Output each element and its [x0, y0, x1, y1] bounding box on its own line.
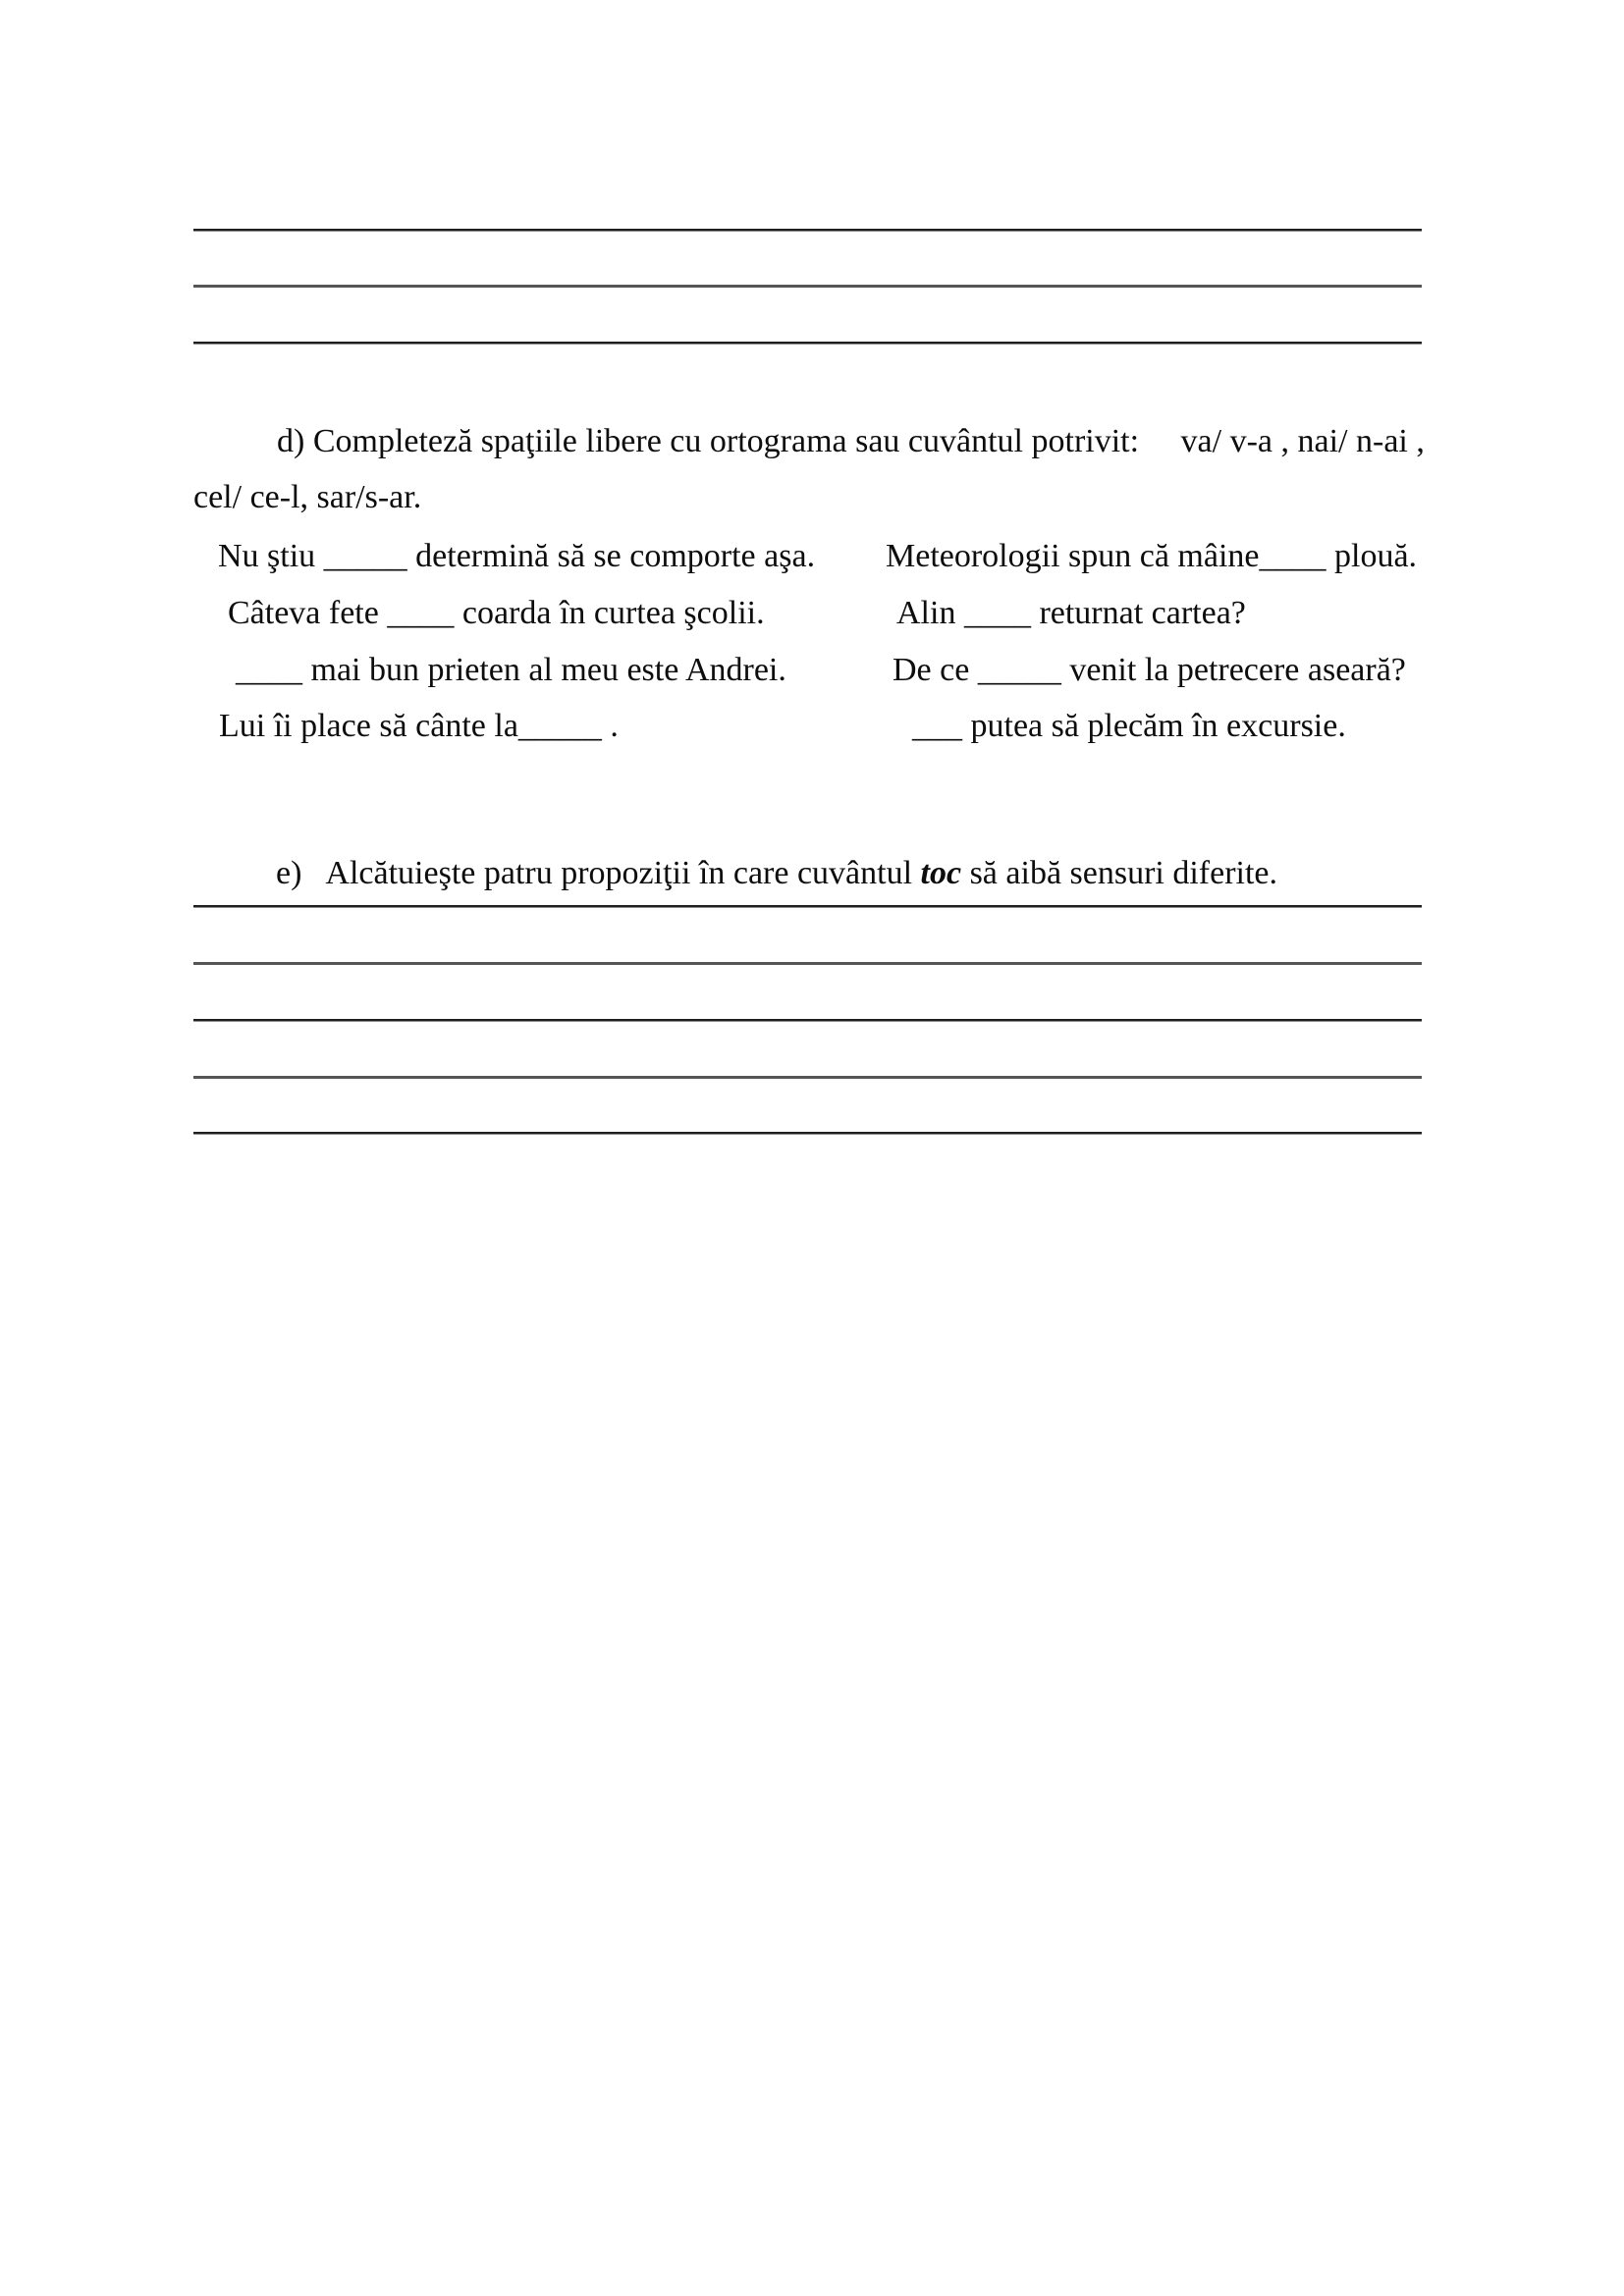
writing-line [193, 229, 1422, 232]
fill-row-1-right: Meteorologii spun că mâine____ plouă. [886, 538, 1418, 574]
writing-line [193, 962, 1422, 965]
fill-row-4-right: ___ putea să plecăm în excursie. [912, 708, 1346, 744]
writing-line [193, 1132, 1422, 1135]
fill-row-2-right: Alin ____ returnat cartea? [896, 595, 1246, 631]
section-e-line [243, 815, 1277, 933]
fill-row-2-left: Câteva fete ____ coarda în curtea şcolii. [228, 595, 765, 631]
section-d-heading-line1: d) Completeză spaţiile libere cu ortograma sau cuvântul potrivit: va/ v-a , nai/ n-ai , [277, 423, 1425, 459]
section-e-marker: e) [276, 855, 302, 891]
section-d-heading-line2: cel/ ce-l, sar/s-ar. [193, 479, 422, 515]
section-e-emphasized-word: toc [920, 855, 962, 891]
writing-line [193, 1019, 1422, 1022]
fill-row-3-right: De ce _____ venit la petrecere aseară? [893, 652, 1406, 688]
writing-line [193, 1076, 1422, 1079]
fill-row-4-left: Lui îi place să cânte la_____ . [219, 708, 619, 744]
section-e-text-before: Alcătuieşte patru propoziţii în care cuvântul [325, 855, 921, 891]
writing-line [193, 285, 1422, 288]
fill-row-3-left: ____ mai bun prieten al meu este Andrei. [236, 652, 786, 688]
writing-line [193, 905, 1422, 908]
section-e-text-after: să aibă sensuri diferite. [961, 855, 1278, 891]
fill-row-1-left: Nu ştiu _____ determină să se comporte aşa. [218, 538, 816, 574]
writing-line [193, 342, 1422, 345]
